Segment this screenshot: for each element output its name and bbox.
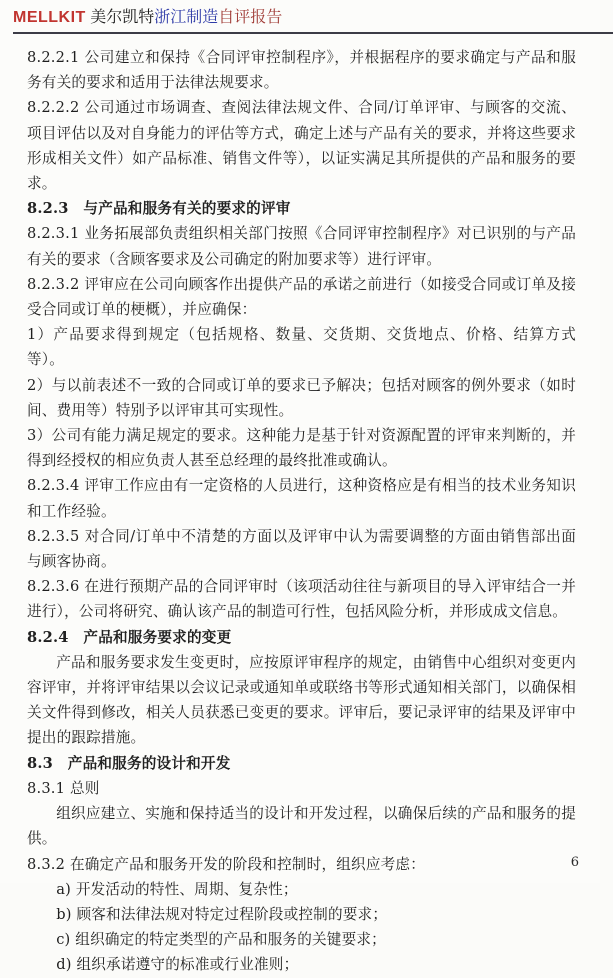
heading-8-2-4: 8.2.4 产品和服务要求的变更	[27, 628, 232, 646]
paragraph-8-2-3-6: 8.2.3.6 在进行预期产品的合同评审时（该项活动往往与新项目的导入评审结合一并进行），公司将研究、确认该产品的制造可行性，包括风险分析，并形成成文信息。	[27, 578, 576, 621]
company-name: 美尔凯特	[85, 9, 155, 26]
header-title	[13, 8, 600, 28]
report-title-region: 浙江制造	[154, 9, 219, 26]
list-item-a: a) 开发活动的特性、周期、复杂性；	[56, 880, 298, 898]
heading-8-3: 8.3 产品和服务的设计和开发	[27, 754, 231, 772]
list-item-1: 1）产品要求得到规定（包括规格、数量、交货期、交货地点、价格、结算方式等）。	[27, 326, 576, 369]
page-number: 6	[570, 855, 579, 870]
heading-8-2-3: 8.2.3 与产品和服务有关的要求的评审	[27, 200, 291, 218]
document-body	[0, 34, 600, 978]
paragraph-8-2-3-2: 8.2.3.2 评审应在公司向顾客作出提供产品的承诺之前进行（如接受合同或订单及接受合同或订单的梗概），并应确保：	[27, 275, 576, 319]
paragraph-8-3-1-body: 组织应建立、实施和保持适当的设计和开发过程，以确保后续的产品和服务的提供。	[27, 805, 576, 848]
paragraph-8-2-4-body: 产品和服务要求发生变更时，应按原评审程序的规定，由销售中心组织对变更内容评审，并将评审结果以会议记录或通知单或联络书等形式通知相关部门，以确保相关文件得到修改，相关人员获悉已变更的要求。评审后，要记录评审的结果及评审中提出的跟踪措施。	[27, 653, 576, 747]
list-item-3: 3）公司有能力满足规定的要求。这种能力是基于针对资源配置的评审来判断的，并得到经授权的相应负责人甚至总经理的最终批准或确认。	[27, 427, 576, 470]
list-item-d: d) 组织承诺遵守的标准或行业准则；	[56, 956, 299, 974]
list-item-c: c) 组织确定的特定类型的产品和服务的关键要求；	[56, 931, 386, 949]
paragraph-8-3-2: 8.3.2 在确定产品和服务开发的阶段和控制时，组织应考虑：	[27, 855, 426, 873]
brand-logo-text: MELLKIT	[13, 9, 86, 26]
report-title-type: 自评报告	[218, 9, 283, 26]
paragraph-8-2-3-4: 8.2.3.4 评审工作应由有一定资格的人员进行，这种资格应是有相当的技术业务知识和工作经验。	[27, 477, 576, 520]
report-header	[0, 0, 600, 34]
paragraph-8-2-3-5: 8.2.3.5 对合同/订单中不清楚的方面以及评审中认为需要调整的方面由销售部出面与顾客协商。	[27, 527, 576, 571]
list-item-b: b) 顾客和法律法规对特定过程阶段或控制的要求；	[56, 905, 388, 923]
paragraph-8-2-3-1: 8.2.3.1 业务拓展部负责组织相关部门按照《合同评审控制程序》对已识别的与产品有关的要求（含顾客要求及公司确定的附加要求等）进行评审。	[27, 225, 576, 268]
paragraph-8-2-2-2: 8.2.2.2 公司通过市场调查、查阅法律法规文件、合同/订单评审、与顾客的交流、项目评估以及对自身能力的评估等方式，确定上述与产品有关的要求，并将这些要求形成相关文件）如产品标准、销售文件等），以证实满足其所提供的产品和服务的要求。	[27, 99, 576, 193]
paragraph-8-3-1: 8.3.1 总则	[27, 779, 100, 797]
paragraph-8-2-2-1: 8.2.2.1 公司建立和保持《合同评审控制程序》，并根据程序的要求确定与产品和服务有关的要求和适用于法律法规要求。	[27, 49, 576, 92]
list-item-2: 2）与以前表述不一致的合同或订单的要求已予解决；包括对顾客的例外要求（如时间、费用等）特别予以评审其可实现性。	[27, 376, 576, 419]
